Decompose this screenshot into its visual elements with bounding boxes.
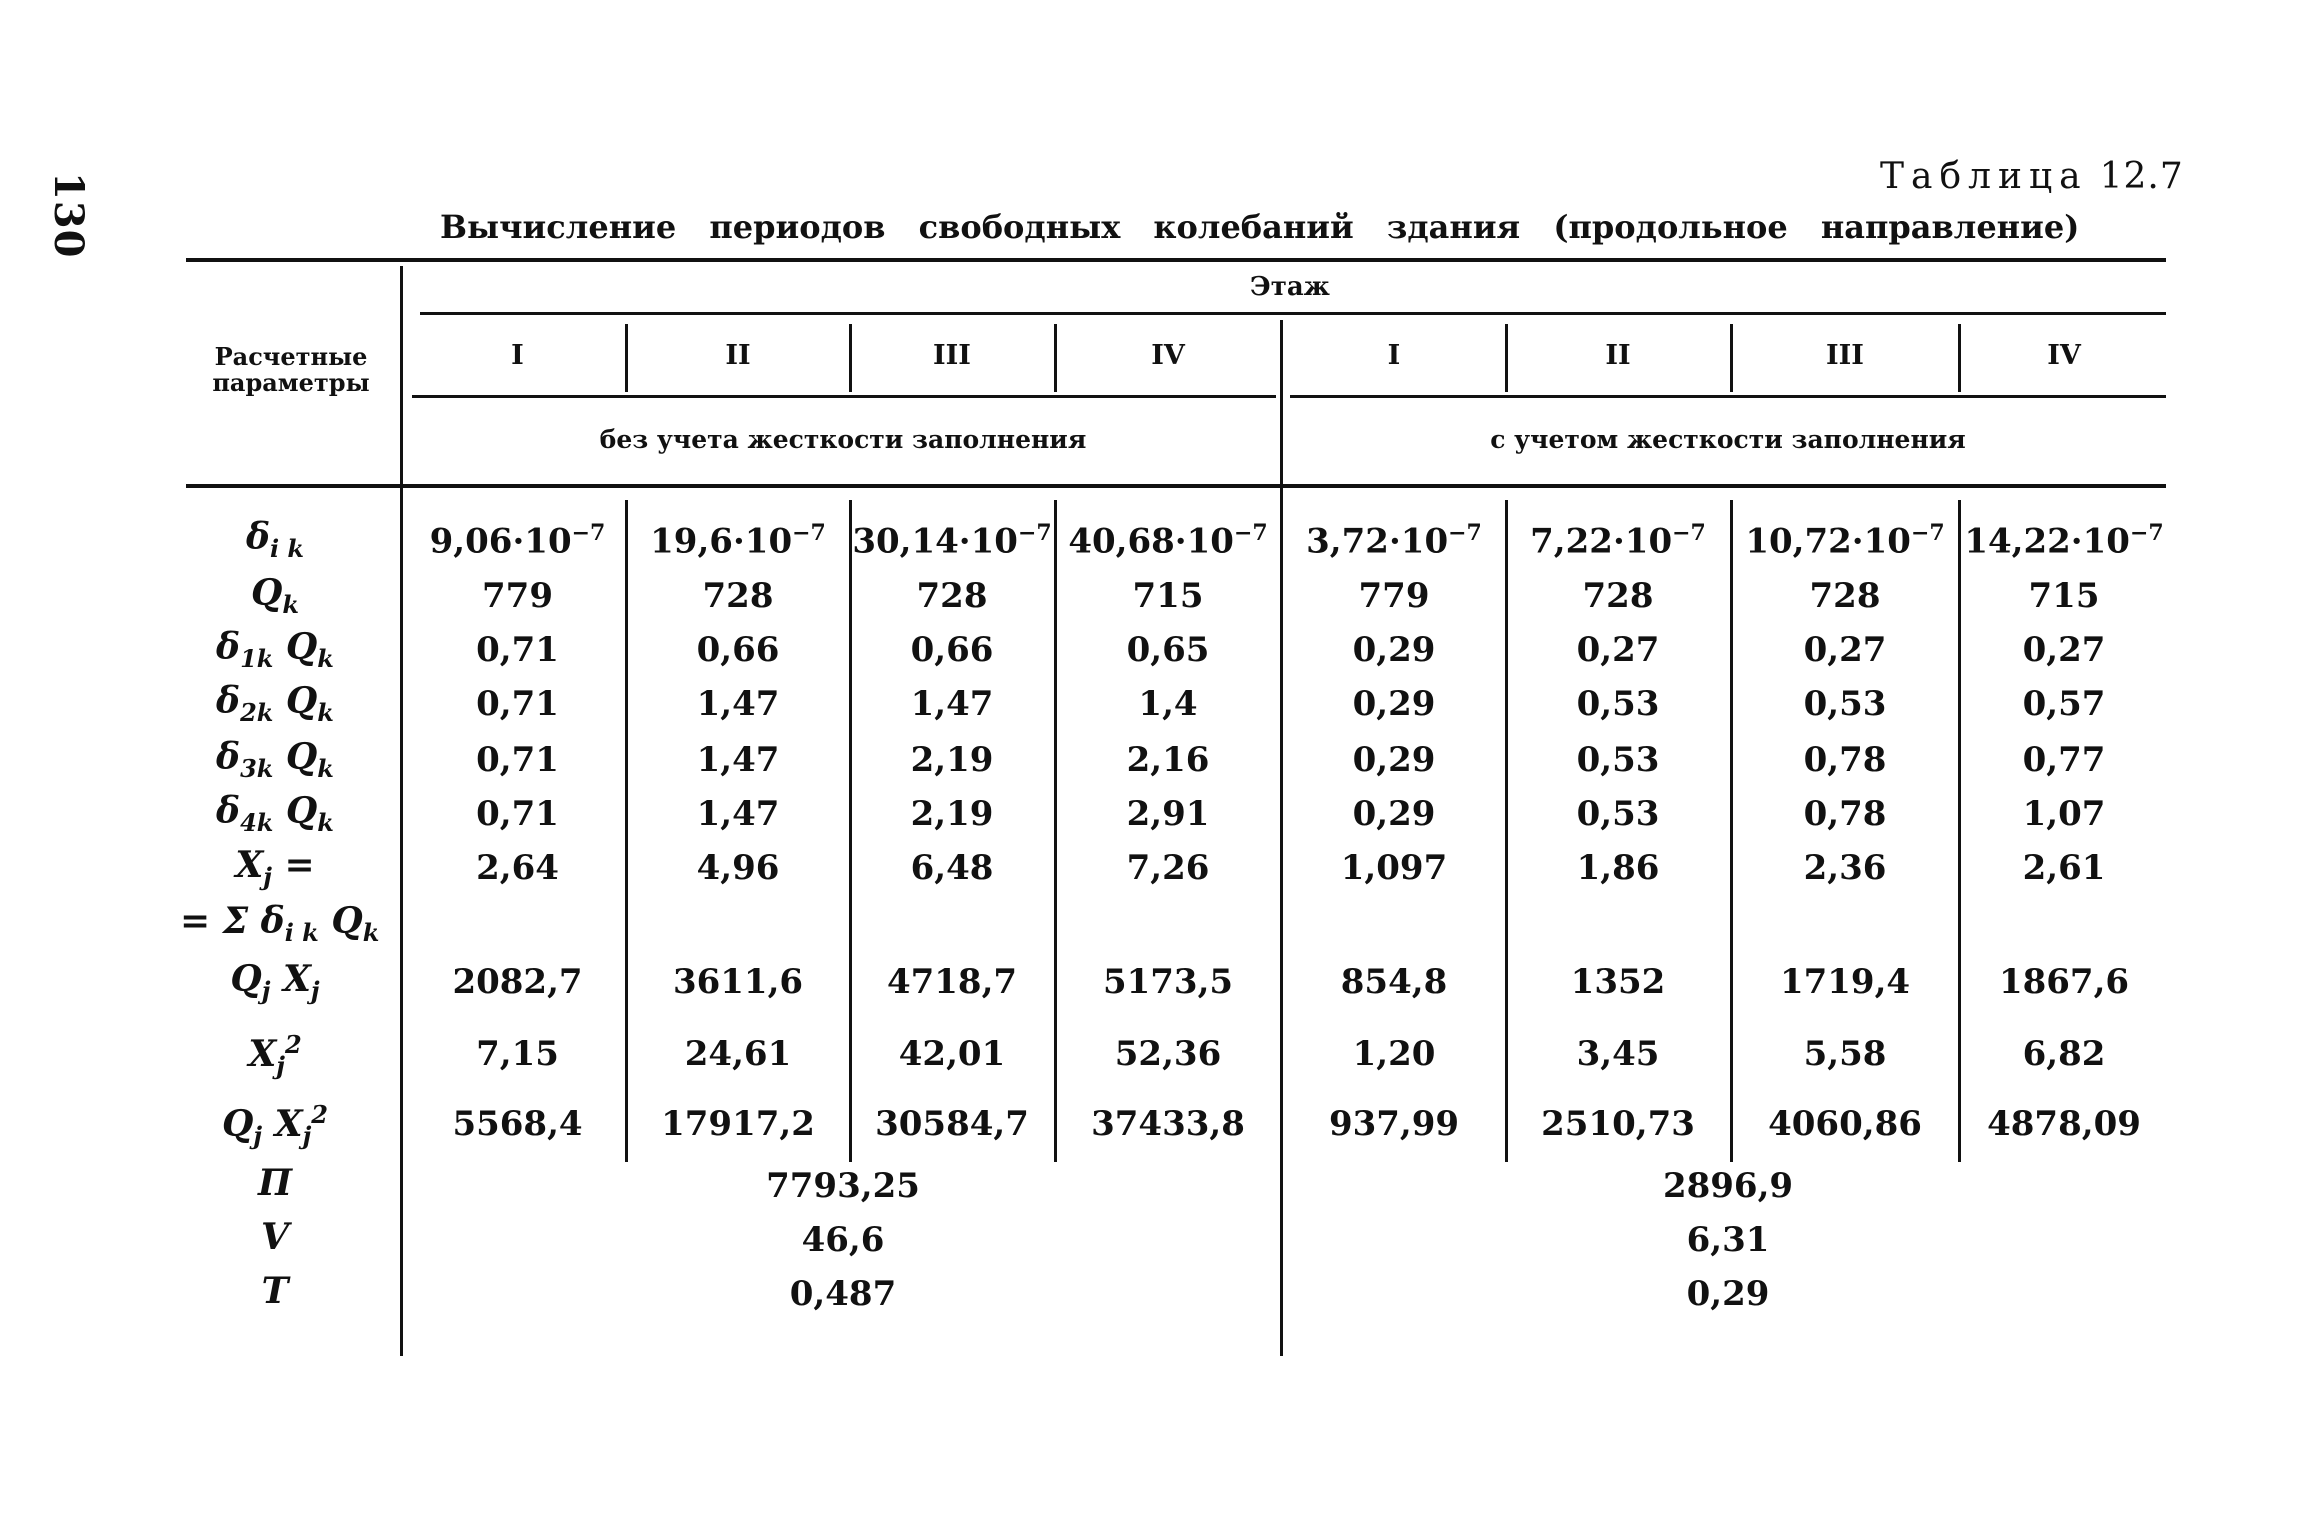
label-symbol: δ [216,736,241,778]
label-subscript: j [263,862,272,892]
label-symbol: δ [245,516,270,558]
table-cell: 0,27 [1803,630,1887,670]
table-cell: 2,91 [1126,794,1210,834]
table-cell: 3611,6 [672,962,804,1002]
table-cell: 0,66 [910,630,994,670]
label-subscript: j [253,1121,263,1151]
label-superscript: 2 [284,1030,302,1059]
table-cell: 2,61 [2022,848,2106,888]
table-cell: 728 [1809,576,1881,616]
table-cell: 0,29 [1352,794,1436,834]
row-label [140,516,410,563]
floor-col-header: IV [1151,340,1185,371]
label-subscript: 3k [240,754,274,784]
label-subscript: 1k [240,644,274,674]
cell-exponent: −7 [1910,520,1945,546]
table-cell: 779 [1358,576,1430,616]
label-tail: Q [318,900,363,942]
cell-exponent: −7 [1017,520,1052,546]
cell-exponent: −7 [1233,520,1268,546]
cell-mantissa: 9,06·10 [429,521,572,562]
table-cell: 0,65 [1126,630,1210,670]
label-tail-superscript: 2 [311,1100,328,1129]
table-cell: 0,53 [1576,684,1660,724]
table-cell: 0,53 [1803,684,1887,724]
table-cell: 0,53 [1576,740,1660,780]
floor-col-header: IV [2047,340,2081,371]
label-tail: X [270,958,311,1000]
label-tail-subscript: k [317,754,334,784]
row-label [140,680,410,727]
table-cell: 0,53 [1576,794,1660,834]
col-divider [1054,324,1057,392]
label-symbol: = Σ δ [180,900,285,942]
table-cell: 1,47 [696,794,780,834]
label-symbol: δ [216,626,241,668]
floor-col-header: I [511,340,524,371]
label-tail-subscript: j [310,976,320,1006]
table-cell: 30584,7 [875,1104,1029,1144]
table-cell: 52,36 [1114,1034,1222,1074]
cell-mantissa: 40,68·10 [1068,521,1234,562]
table-cell: 0,78 [1803,740,1887,780]
table-cell: 1,86 [1576,848,1660,888]
floor-col-header: I [1387,340,1401,371]
table-cell: 1867,6 [1998,962,2130,1002]
table-cell: 937,99 [1328,1104,1460,1144]
cell-exponent: −7 [792,520,826,546]
table-cell: 4060,86 [1768,1104,1922,1144]
label-subscript: i k [269,534,305,564]
table-cell: 2,19 [910,794,994,834]
summary-value-with-infill: 2896,9 [1662,1166,1794,1206]
table-cell: 4718,7 [886,962,1018,1002]
table-cell [1508,520,1728,561]
cell-mantissa: 30,14·10 [852,521,1018,562]
table-cell [410,520,625,561]
label-subscript: j [276,1051,285,1081]
table-cell: 0,29 [1352,684,1436,724]
table-cell: 728 [916,576,988,616]
label-symbol: Q [222,1103,254,1145]
cell-exponent: −7 [571,520,606,546]
table-cell: 1,20 [1352,1034,1436,1074]
stub-header: Расчетные параметры [212,342,370,397]
col-divider [1730,324,1733,392]
table-cell [852,520,1052,561]
cell-mantissa: 10,72·10 [1745,521,1911,562]
group-divider [1280,320,1283,1356]
row-label [140,958,410,1005]
table-cell: 0,71 [476,630,559,670]
label-tail-subscript: k [362,918,380,948]
table-cell: 0,71 [476,684,559,724]
table-cell: 0,29 [1352,740,1436,780]
table-top-rule [186,258,2166,262]
summary-value-with-infill: 6,31 [1686,1220,1770,1260]
table-cell: 0,78 [1803,794,1887,834]
cell-mantissa: 19,6·10 [650,521,793,562]
label-tail-subscript: k [317,698,334,728]
page-number: 130 [45,172,92,259]
table-cell: 17917,2 [661,1104,815,1144]
label-subscript: k [282,590,299,620]
floor-header: Этаж [1250,272,1330,302]
table-cell: 715 [2028,576,2100,616]
cell-exponent: −7 [1672,520,1706,546]
table-cell: 1719,4 [1779,962,1911,1002]
summary-value-without-infill: 7793,25 [766,1166,920,1206]
table-cell: 6,82 [2022,1034,2106,1074]
label-symbol: X [248,1033,277,1075]
label-symbol: δ [216,680,241,722]
label-tail: X [262,1103,303,1145]
label-subscript: 4k [240,808,274,838]
label-tail-subscript: j [302,1121,312,1151]
label-tail: Q [273,680,318,722]
table-cell: 7,15 [476,1034,559,1074]
label-symbol: X [235,844,264,886]
row-label [140,572,410,619]
row-label [140,790,410,837]
label-symbol: Q [251,572,283,614]
table-title: Вычисление периодов свободных колебаний здания (продольное направление) [440,208,2080,246]
table-cell: 3,45 [1576,1034,1660,1074]
table-cell: 24,61 [684,1034,792,1074]
table-cell: 1,07 [2022,794,2106,834]
table-cell: 2,16 [1126,740,1210,780]
row-label [140,844,410,891]
summary-row-label: T [261,1270,289,1312]
label-subscript: j [261,976,271,1006]
table-cell: 7,26 [1126,848,1210,888]
table-cell: 1,4 [1138,684,1198,724]
table-label-word: Таблица [1880,156,2088,197]
table-cell: 2510,73 [1541,1104,1695,1144]
group-rule-right [1290,395,2166,398]
summary-row-label: V [261,1216,289,1258]
table-cell: 4878,09 [1987,1104,2141,1144]
cell-mantissa: 7,22·10 [1530,521,1673,562]
table-cell: 6,48 [910,848,994,888]
table-cell [1284,520,1504,561]
table-cell: 2,64 [476,848,559,888]
floor-col-header: III [933,340,971,371]
table-cell: 1,47 [696,684,780,724]
cell-mantissa: 14,22·10 [1964,521,2130,562]
table-cell: 854,8 [1340,962,1448,1002]
table-cell: 728 [1582,576,1654,616]
group-rule-left [412,395,1276,398]
table-cell: 5568,4 [452,1104,583,1144]
cell-exponent: −7 [1448,520,1482,546]
floor-col-header: II [1605,340,1631,371]
summary-row-label: П [257,1162,292,1204]
row-label-continuation [180,900,410,947]
table-number: 12.7 [2099,156,2184,197]
table-cell: 0,57 [2022,684,2106,724]
floor-col-header: II [725,340,751,371]
row-label [140,1100,410,1150]
table-cell: 779 [482,576,553,616]
cell-exponent: −7 [2129,520,2164,546]
table-cell [628,520,848,561]
col-divider [1730,500,1733,1162]
table-cell: 4,96 [696,848,780,888]
table-cell: 715 [1132,576,1204,616]
table-cell: 1,097 [1340,848,1448,888]
group-header-without-infill: без учета жесткости заполнения [599,425,1087,454]
table-cell: 2082,7 [452,962,583,1002]
table-cell: 42,01 [898,1034,1006,1074]
table-cell: 0,27 [2022,630,2106,670]
table-cell: 0,71 [476,740,559,780]
table-cell: 0,29 [1352,630,1436,670]
table-cell: 2,36 [1803,848,1887,888]
label-symbol: Q [230,958,262,1000]
table-cell: 728 [702,576,774,616]
table-cell: 1,47 [696,740,780,780]
summary-value-with-infill: 0,29 [1686,1274,1770,1314]
label-tail-subscript: k [317,644,334,674]
label-tail: Q [273,626,318,668]
table-cell: 0,27 [1576,630,1660,670]
label-tail-subscript: k [317,808,334,838]
table-label [1880,156,2184,197]
table-cell: 1352 [1570,962,1666,1002]
col-divider [1958,324,1961,392]
table-cell: 37433,8 [1091,1104,1245,1144]
label-subscript: i k [284,918,319,948]
label-tail: = [271,844,315,886]
table-cell [1058,520,1278,561]
row-label [140,736,410,783]
row-label [140,1030,410,1080]
label-tail: Q [273,790,318,832]
floor-header-rule [420,312,2166,315]
label-symbol: δ [216,790,241,832]
floor-col-header: III [1826,340,1864,371]
summary-value-without-infill: 46,6 [801,1220,885,1260]
table-cell: 5173,5 [1102,962,1234,1002]
col-divider [1054,500,1057,1162]
label-tail: Q [273,736,318,778]
table-cell: 0,66 [696,630,780,670]
label-subscript: 2k [240,698,274,728]
table-cell [1962,520,2166,561]
cell-mantissa: 3,72·10 [1306,521,1449,562]
group-header-with-infill: с учетом жесткости заполнения [1490,425,1966,454]
row-label [140,626,410,673]
table-cell: 0,71 [476,794,559,834]
table-cell: 2,19 [910,740,994,780]
table-cell [1734,520,1956,561]
summary-value-without-infill: 0,487 [789,1274,897,1314]
col-divider [1958,500,1961,1162]
header-bottom-rule [186,484,2166,488]
table-cell: 1,47 [910,684,994,724]
table-cell: 0,77 [2022,740,2106,780]
table-cell: 5,58 [1803,1034,1887,1074]
